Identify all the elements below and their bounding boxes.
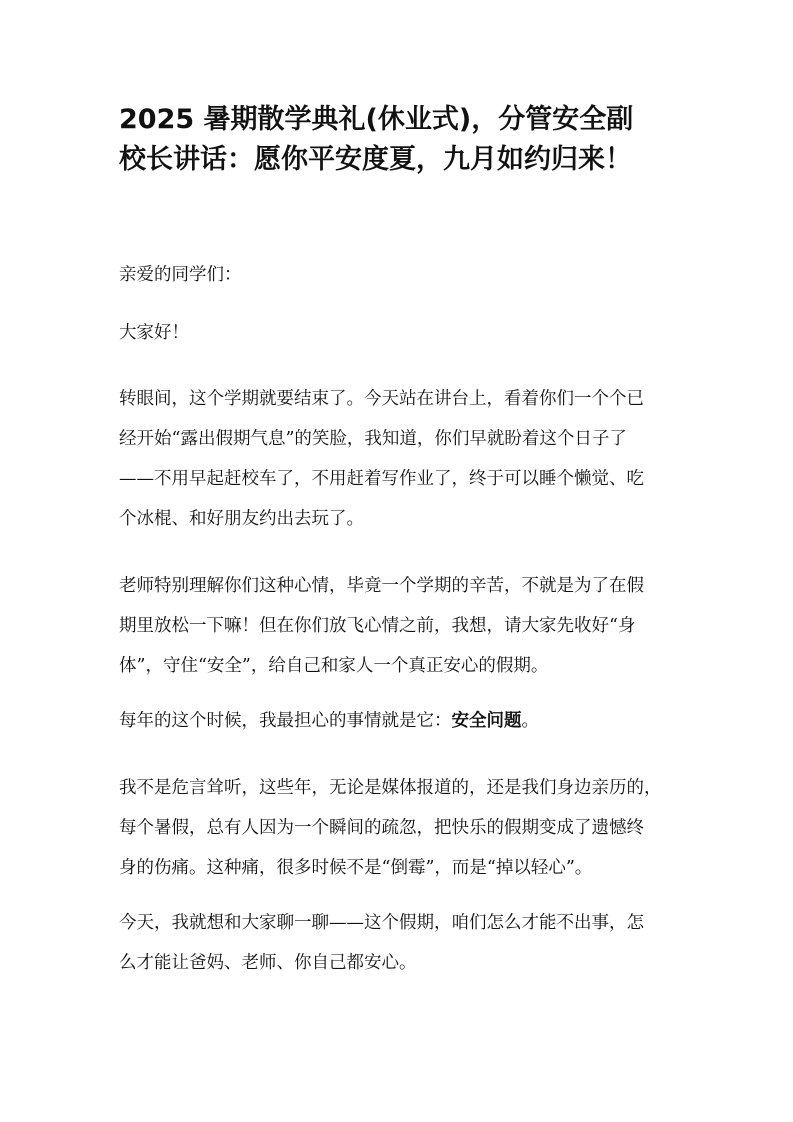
text-line: 身的伤痛。这种痛，很多时候不是“倒霉”，而是“掉以轻心”。 — [119, 858, 593, 878]
text-line: 么才能让爸妈、老师、你自己都安心。 — [119, 953, 417, 973]
hello-text: 大家好！ — [119, 323, 189, 343]
text-line: 转眼间，这个学期就要结束了。今天站在讲台上，看着你们一个个已 — [119, 389, 644, 409]
text-line: 个冰棍、和好朋友约出去玩了。 — [119, 509, 364, 529]
paragraph-4 — [119, 768, 689, 888]
paragraph-3 — [119, 701, 689, 741]
text-line — [119, 701, 689, 741]
title-line: 2025 暑期散学典礼(休业式)，分管安全副 — [119, 104, 634, 135]
title-line: 校长讲话：愿你平安度夏，九月如约归来！ — [119, 144, 632, 175]
p3-prefix: 每年的这个时候，我最担心的事情就是它： — [119, 711, 452, 731]
text-line: 今天，我就想和大家聊一聊——这个假期，咱们怎么才能不出事，怎 — [119, 913, 644, 933]
text-line: 经开始“露出假期气息”的笑脸，我知道，你们早就盼着这个日子了 — [119, 429, 627, 449]
text-line: 每个暑假，总有人因为一个瞬间的疏忽，把快乐的假期变成了遗憾终 — [119, 818, 644, 838]
greeting-text: 亲爱的同学们： — [119, 265, 242, 285]
paragraph-2 — [119, 566, 689, 686]
document-title — [119, 100, 689, 180]
p3-suffix: 。 — [521, 711, 539, 731]
emphasis-safety: 安全问题 — [451, 711, 522, 731]
text-line: 老师特别理解你们这种心情，毕竟一个学期的辛苦，不就是为了在假 — [119, 576, 644, 596]
paragraph-1 — [119, 379, 689, 539]
text-line: ——不用早起赶校车了，不用赶着写作业了，终于可以睡个懒觉、吃 — [119, 469, 644, 489]
text-line: 期里放松一下嘛！但在你们放飞心情之前，我想，请大家先收好“身 — [119, 616, 636, 636]
paragraph-5 — [119, 903, 689, 983]
greeting — [119, 255, 689, 295]
hello — [119, 313, 689, 353]
text-line: 我不是危言耸听，这些年，无论是媒体报道的，还是我们身边亲历的， — [119, 778, 662, 798]
text-line: 体”，守住“安全”，给自己和家人一个真正安心的假期。 — [119, 656, 549, 676]
